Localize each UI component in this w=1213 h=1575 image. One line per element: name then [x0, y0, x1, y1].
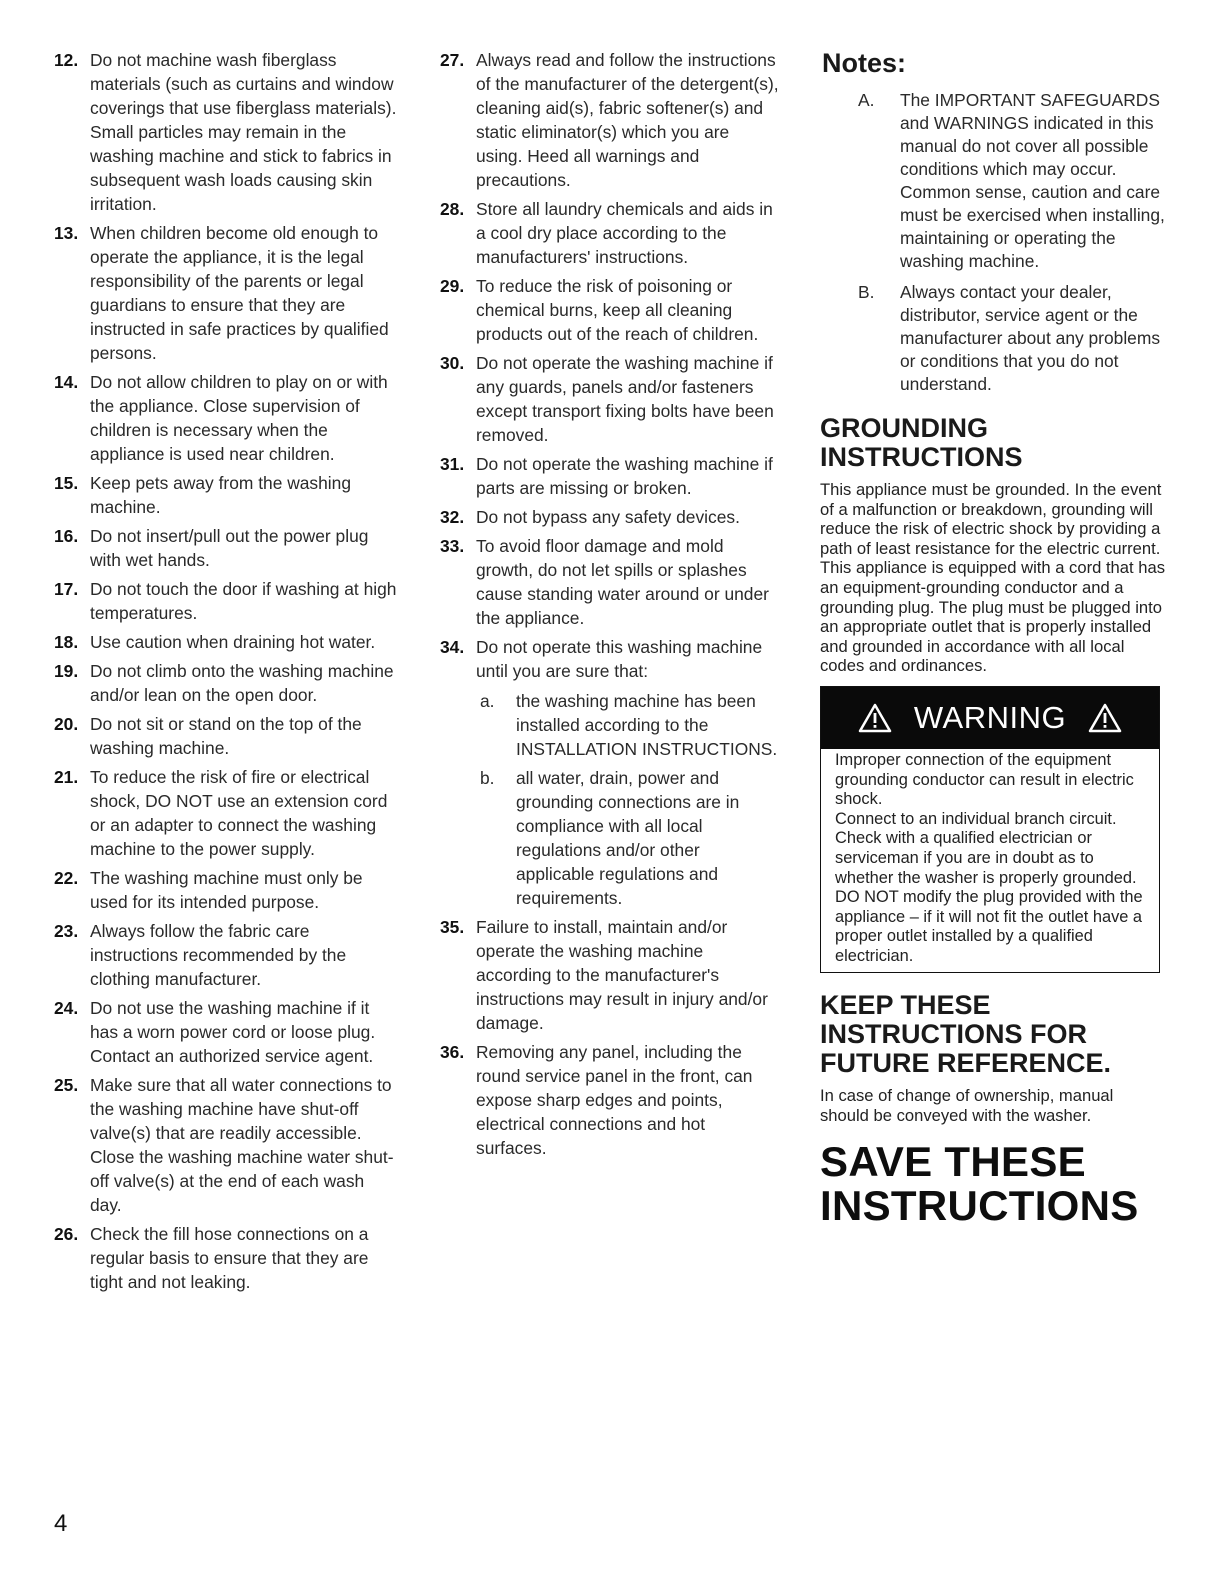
sub-list-item: [476, 689, 780, 761]
note-letter: B.: [858, 282, 875, 302]
item-number: 15.: [54, 473, 79, 493]
item-number: 22.: [54, 868, 79, 888]
keep-heading-line1: KEEP THESE: [820, 990, 991, 1021]
column-middle: [440, 48, 780, 1165]
save-heading-line1: SAVE THESE: [820, 1137, 1086, 1185]
notes-heading: Notes:: [822, 48, 907, 78]
item-number: 31.: [440, 454, 465, 474]
item-text: Do not machine wash fiberglass materials (such as curtains and window coverings that use fiberglass materials). Small particles may remain in the washing machine and stick to fabrics in subsequent wash loads causing skin irritation.: [90, 50, 397, 214]
list-item: [54, 765, 399, 861]
item-number: 35.: [440, 917, 465, 937]
item-number: 34.: [440, 637, 465, 657]
note-text: The IMPORTANT SAFEGUARDS and WARNINGS indicated in this manual do not cover all possible conditions which may occur. Common sense, caution and care must be exercised when installing, maintaining or operating the washing machine.: [900, 90, 1165, 271]
item-number: 28.: [440, 199, 465, 219]
item-text: Do not bypass any safety devices.: [476, 507, 740, 527]
warning-text: Improper connection of the equipment grounding conductor can result in electric shock.: [835, 750, 1134, 809]
warning-triangle-icon: [1088, 703, 1122, 733]
list-item: [440, 452, 780, 500]
warning-box: [820, 686, 1160, 974]
item-number: 20.: [54, 714, 79, 734]
item-text: Do not climb onto the washing machine and/or lean on the open door.: [90, 661, 394, 705]
item-number: 33.: [440, 536, 465, 556]
list-item: [54, 996, 399, 1068]
warning-text: DO NOT modify the plug provided with the appliance – if it will not fit the outlet have a proper outlet installed by a qualified electrician.: [835, 888, 1143, 965]
item-text: Do not operate the washing machine if parts are missing or broken.: [476, 454, 773, 498]
warning-text: Check with a qualified electrician or serviceman if you are in doubt as to whether the washer is properly grounded.: [835, 829, 1137, 887]
item-number: 18.: [54, 632, 79, 652]
list-item: [54, 221, 399, 365]
sub-list: [476, 689, 780, 910]
item-text: Removing any panel, including the round service panel in the front, can expose sharp edges and points, electrical connections and hot surfaces.: [476, 1042, 753, 1158]
save-heading-line2: INSTRUCTIONS: [820, 1181, 1139, 1229]
list-item: [440, 635, 780, 910]
item-text: Make sure that all water connections to the washing machine have shut-off valve(s) that are readily accessible. Close the washing machine water shut-off valve(s) at the end of each wash day.: [90, 1075, 394, 1215]
item-text: To reduce the risk of fire or electrical shock, DO NOT use an extension cord or an adapter to connect the washing machine to the power supply.: [90, 767, 388, 859]
list-item: [440, 48, 780, 192]
list-item: [440, 1040, 780, 1160]
note-text: Always contact your dealer, distributor, service agent or the manufacturer about any problems or conditions that you do not understand.: [900, 282, 1161, 394]
keep-body: In case of change of ownership, manual should be conveyed with the washer.: [820, 1086, 1114, 1126]
warning-text: Connect to an individual branch circuit.: [835, 809, 1117, 828]
item-text: Do not operate the washing machine if any guards, panels and/or fasteners except transport fixing bolts have been removed.: [476, 353, 774, 445]
safety-list-left: [54, 48, 399, 1294]
item-number: 13.: [54, 223, 79, 243]
list-item: [54, 630, 399, 654]
notes-list: [820, 89, 1165, 396]
item-text: Do not use the washing machine if it has a worn power cord or loose plug. Contact an authorized service agent.: [90, 998, 376, 1066]
list-item: [54, 659, 399, 707]
item-number: 16.: [54, 526, 79, 546]
item-number: 26.: [54, 1224, 79, 1244]
keep-heading: [820, 991, 1165, 1078]
list-item: [54, 524, 399, 572]
list-item: [440, 351, 780, 447]
list-item: [440, 915, 780, 1035]
column-left: [54, 48, 399, 1299]
list-item: [54, 866, 399, 914]
item-number: 17.: [54, 579, 79, 599]
item-text: Check the fill hose connections on a regular basis to ensure that they are tight and not leaking.: [90, 1224, 369, 1292]
list-item: [54, 1222, 399, 1294]
item-number: 25.: [54, 1075, 79, 1095]
sub-item-letter: b.: [480, 768, 495, 788]
list-item: [54, 712, 399, 760]
item-number: 23.: [54, 921, 79, 941]
list-item: [54, 919, 399, 991]
note-letter: A.: [858, 90, 875, 110]
item-number: 30.: [440, 353, 465, 373]
sub-list-item: [476, 766, 780, 910]
warning-title: WARNING: [913, 699, 1067, 735]
list-item: [440, 274, 780, 346]
warning-header: [821, 687, 1159, 749]
list-item: [54, 1073, 399, 1217]
item-number: 32.: [440, 507, 465, 527]
list-item: [440, 197, 780, 269]
item-text: Do not allow children to play on or with the appliance. Close supervision of children is necessary when the appliance is used near children.: [90, 372, 388, 464]
sub-item-text: the washing machine has been installed according to the INSTALLATION INSTRUCTIONS.: [516, 691, 778, 759]
list-item: [440, 505, 780, 529]
save-heading: [820, 1137, 1165, 1229]
item-number: 29.: [440, 276, 465, 296]
item-text: Store all laundry chemicals and aids in a cool dry place according to the manufacturers' instructions.: [476, 199, 773, 267]
grounding-heading-line2: INSTRUCTIONS: [820, 442, 1023, 472]
item-text: To reduce the risk of poisoning or chemical burns, keep all cleaning products out of the reach of children.: [476, 276, 759, 344]
item-number: 19.: [54, 661, 79, 681]
warning-triangle-icon: [858, 703, 892, 733]
item-number: 14.: [54, 372, 79, 392]
column-right: [820, 48, 1165, 1228]
list-item: [440, 534, 780, 630]
item-text: The washing machine must only be used for its intended purpose.: [90, 868, 363, 912]
keep-heading-line3: FUTURE REFERENCE.: [820, 1048, 1112, 1079]
page-number: 4: [54, 1510, 68, 1537]
grounding-heading: [820, 414, 1165, 472]
item-number: 36.: [440, 1042, 465, 1062]
safety-list-middle: [440, 48, 780, 1160]
list-item: [54, 471, 399, 519]
item-text: Use caution when draining hot water.: [90, 632, 376, 652]
item-number: 27.: [440, 50, 465, 70]
sub-item-letter: a.: [480, 691, 495, 711]
list-item: [54, 577, 399, 625]
sub-item-text: all water, drain, power and grounding connections are in compliance with all local regulations and/or other applicable regulations and requirements.: [516, 768, 740, 908]
note-item: [820, 281, 1165, 396]
list-item: [54, 370, 399, 466]
grounding-body: This appliance must be grounded. In the event of a malfunction or breakdown, grounding will reduce the risk of electric shock by providing a path of least resistance for the electric current. This appliance is equipped with a cord that has an equipment-grounding conductor and a grounding plug. The plug must be plugged into an appropriate outlet that is properly installed and grounded in accordance with all local codes and ordinances.: [820, 480, 1165, 676]
keep-heading-line2: INSTRUCTIONS FOR: [820, 1019, 1087, 1050]
item-text: Always read and follow the instructions of the manufacturer of the detergent(s), cleaning aid(s), fabric softener(s) and static eliminator(s) which you are using. Heed all warnings and precautions.: [476, 50, 779, 190]
item-text: Always follow the fabric care instructions recommended by the clothing manufacturer.: [90, 921, 347, 989]
item-number: 12.: [54, 50, 79, 70]
grounding-heading-line1: GROUNDING: [820, 413, 988, 443]
item-number: 21.: [54, 767, 79, 787]
item-text: Do not sit or stand on the top of the washing machine.: [90, 714, 362, 758]
item-text: When children become old enough to operate the appliance, it is the legal responsibility of the parents or legal guardians to ensure that they are instructed in safe practices by qualified persons.: [90, 223, 389, 363]
note-item: [820, 89, 1165, 273]
list-item: [54, 48, 399, 216]
item-text: Failure to install, maintain and/or operate the washing machine according to the manufacturer's instructions may result in injury and/or damage.: [476, 917, 768, 1033]
item-text: Do not touch the door if washing at high temperatures.: [90, 579, 397, 623]
item-text: Keep pets away from the washing machine.: [90, 473, 352, 517]
warning-body: [821, 749, 1159, 973]
item-text: Do not insert/pull out the power plug with wet hands.: [90, 526, 369, 570]
item-text: Do not operate this washing machine until you are sure that:: [476, 637, 763, 681]
item-number: 24.: [54, 998, 79, 1018]
item-text: To avoid floor damage and mold growth, do not let spills or splashes cause standing water around or under the appliance.: [476, 536, 769, 628]
